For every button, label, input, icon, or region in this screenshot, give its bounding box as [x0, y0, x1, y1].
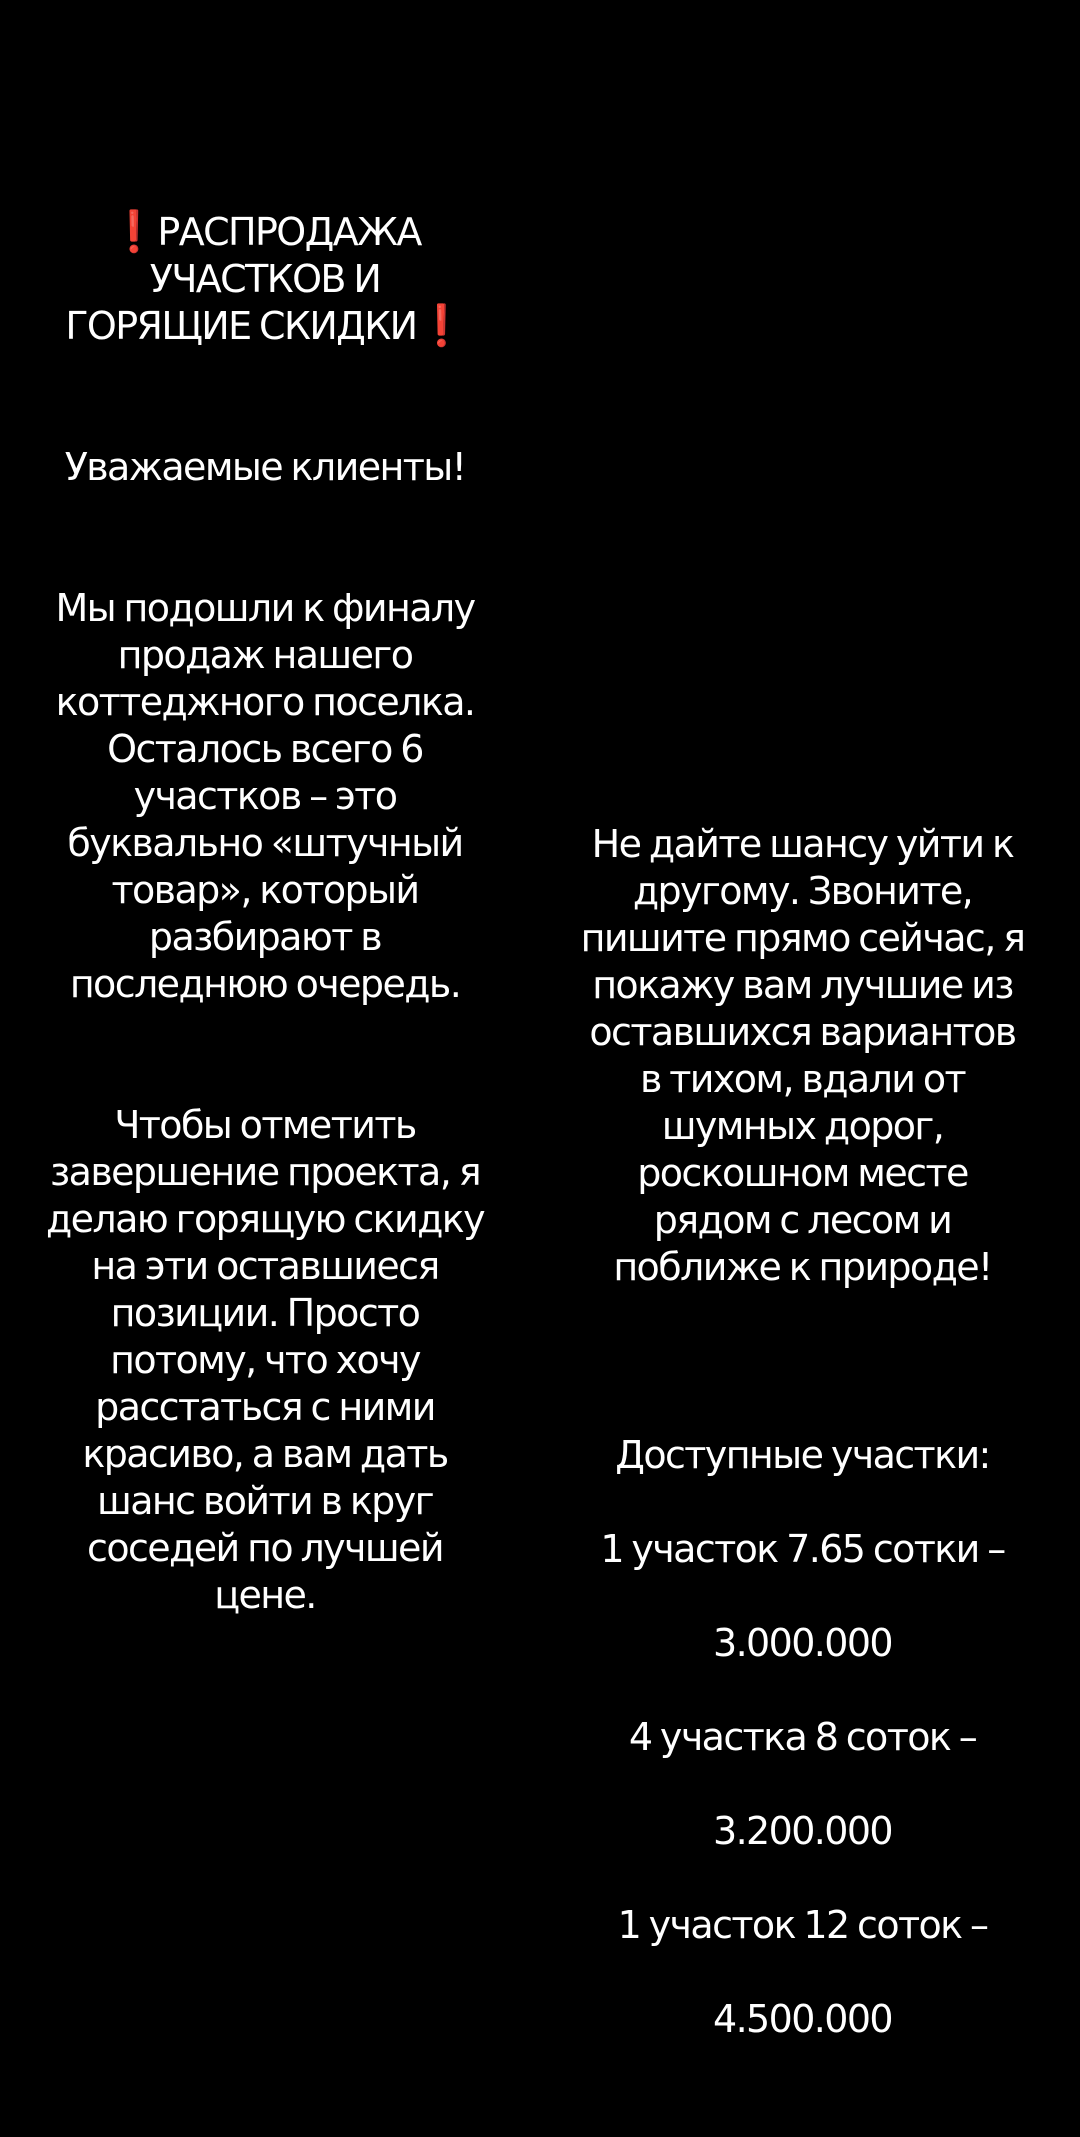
headline-line-2: УЧАСТКОВ И [149, 257, 381, 301]
right-text-column [555, 774, 1050, 2137]
headline-line-3: ГОРЯЩИЕ СКИДКИ [65, 304, 417, 348]
greeting: Уважаемые клиенты! [64, 445, 466, 489]
listing-price: 3.200.000 [713, 1809, 892, 1853]
left-text-column [30, 162, 500, 1666]
listing-price: 3.000.000 [713, 1621, 892, 1665]
listing-desc: 1 участок 12 соток – [617, 1903, 988, 1947]
listings-title: Доступные участки: [615, 1433, 990, 1477]
listing-price: 4.500.000 [713, 1997, 892, 2041]
listings-section [555, 1385, 1050, 2090]
discount-paragraph: Чтобы отметить завершение проекта, я делаю горящую скидку на эти оставшиеся позиции. Просто потому, что хочу расстаться с ними красиво, а вам дать шанс войти в круг соседей по лучшей цене. [45, 1103, 485, 1617]
red-exclamation-icon: ❗ [416, 303, 465, 349]
headline-line-1: РАСПРОДАЖА [157, 210, 421, 254]
listing-desc: 1 участок 7.65 сотки – [600, 1527, 1005, 1571]
listing-desc: 4 участка 8 соток – [628, 1715, 977, 1759]
headline [30, 209, 500, 350]
red-exclamation-icon: ❗ [109, 209, 158, 255]
call-to-action-paragraph: Не дайте шансу уйти к другому. Звоните, пишите прямо сейчас, я покажу вам лучшие из оставшихся вариантов в тихом, вдали от шумных дорог, роскошном месте рядом с лесом и поближе к природе! [580, 822, 1025, 1289]
intro-paragraph: Мы подошли к финалу продаж нашего коттеджного поселка. Осталось всего 6 участков – это буквально «штучный товар», который разбирают в последнюю очередь. [55, 586, 475, 1006]
